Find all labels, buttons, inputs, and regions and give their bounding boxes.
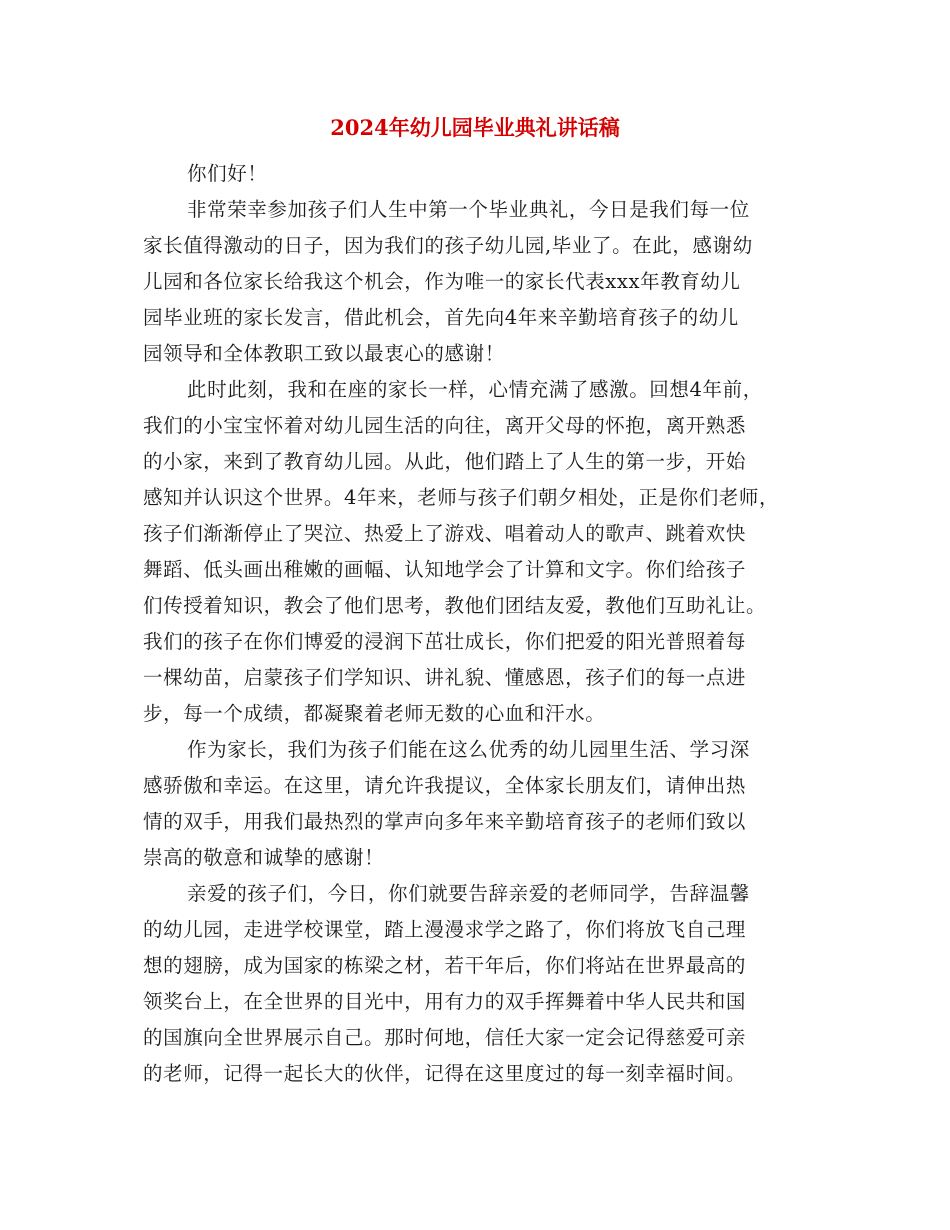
paragraph-line: 崇高的敬意和诚挚的感谢！	[143, 846, 385, 869]
document-body	[143, 156, 823, 1092]
paragraph-line: 感骄傲和幸运。在这里，请允许我提议，全体家长朋友们，请伸出热	[143, 774, 747, 797]
paragraph-line: 的老师，记得一起长大的伙伴，记得在这里度过的每一刻幸福时间。	[143, 1062, 747, 1085]
paragraph-line: 的小家，来到了教育幼儿园。从此，他们踏上了人生的第一步，开始	[143, 450, 747, 473]
paragraph-first-line: 作为家长，我们为孩子们能在这么优秀的幼儿园里生活、学习深	[187, 738, 750, 761]
paragraph-first-line: 非常荣幸参加孩子们人生中第一个毕业典礼，今日是我们每一位	[187, 198, 750, 221]
paragraph-line: 舞蹈、低头画出稚嫩的画幅、认知地学会了计算和文字。你们给孩子	[143, 558, 747, 581]
paragraph-line: 家长值得激动的日子，因为我们的孩子幼儿园,毕业了。在此，感谢幼	[143, 234, 753, 257]
paragraph-line: 我们的小宝宝怀着对幼儿园生活的向往，离开父母的怀抱，离开熟悉	[143, 414, 747, 437]
paragraph-line: 的幼儿园，走进学校课堂，踏上漫漫求学之路了，你们将放飞自己理	[143, 918, 747, 941]
paragraph-line: 我们的孩子在你们博爱的浸润下茁壮成长，你们把爱的阳光普照着每	[143, 630, 747, 653]
paragraph-line: 园领导和全体教职工致以最衷心的感谢！	[143, 342, 505, 365]
paragraph-line: 的国旗向全世界展示自己。那时何地，信任大家一定会记得慈爱可亲	[143, 1026, 747, 1049]
paragraph-line: 感知并认识这个世界。4年来，老师与孩子们朝夕相处，正是你们老师，	[143, 486, 780, 509]
paragraph-first-line: 你们好！	[187, 162, 268, 185]
paragraph-first-line: 此时此刻，我和在座的家长一样，心情充满了感激。回想4年前，	[187, 378, 763, 401]
paragraph-line: 孩子们渐渐停止了哭泣、热爱上了游戏、唱着动人的歌声、跳着欢快	[143, 522, 747, 545]
paragraph-line: 想的翅膀，成为国家的栋梁之材，若干年后，你们将站在世界最高的	[143, 954, 747, 977]
document-title: 2024年幼儿园毕业典礼讲话稿	[330, 115, 620, 140]
paragraph-line: 步，每一个成绩，都凝聚着老师无数的心血和汗水。	[143, 702, 606, 725]
paragraph-line: 儿园和各位家长给我这个机会，作为唯一的家长代表xxx年教育幼儿	[143, 270, 741, 293]
paragraph-line: 情的双手，用我们最热烈的掌声向多年来辛勤培育孩子的老师们致以	[143, 810, 747, 833]
paragraph-line: 园毕业班的家长发言，借此机会，首先向4年来辛勤培育孩子的幼儿	[143, 306, 739, 329]
paragraph-line: 们传授着知识，教会了他们思考，教他们团结友爱，教他们互助礼让。	[143, 594, 767, 617]
paragraph-first-line: 亲爱的孩子们，今日，你们就要告辞亲爱的老师同学，告辞温馨	[187, 882, 750, 905]
paragraph-line: 一棵幼苗，启蒙孩子们学知识、讲礼貌、懂感恩，孩子们的每一点进	[143, 666, 747, 689]
paragraph-line: 领奖台上，在全世界的目光中，用有力的双手挥舞着中华人民共和国	[143, 990, 747, 1013]
